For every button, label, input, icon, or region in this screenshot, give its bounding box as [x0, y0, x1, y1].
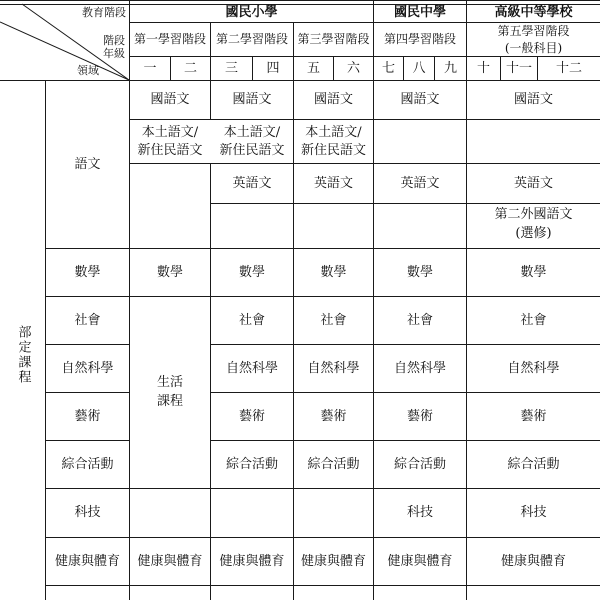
domain-math: 數學 [74, 264, 101, 280]
cell-arts-s4: 藝術 [406, 408, 433, 424]
cell-native-s1-line1: 本土語文/ [141, 125, 199, 140]
school-senior-high: 高級中等學校 [494, 5, 573, 20]
cell-technology-s5: 科技 [520, 505, 547, 520]
cell-native-s3-line1: 本土語文/ [305, 125, 362, 140]
grade-2: 二 [183, 60, 197, 76]
cell-science-s3: 自然科學 [307, 360, 360, 376]
side-label-required-curriculum: 部定課程 [15, 325, 31, 385]
cell-mandarin-s3: 國語文 [313, 92, 353, 107]
cell-arts-s2: 藝術 [238, 408, 265, 424]
grade-3: 三 [224, 60, 238, 76]
cell-science-s4: 自然科學 [393, 360, 446, 376]
cell-english-s2: 英語文 [232, 175, 272, 191]
cell-math-s5: 數學 [520, 264, 547, 280]
cell-health-s2: 健康與體育 [219, 553, 285, 569]
corner-domain-label: 領域 [77, 64, 99, 77]
cell-math-s4: 數學 [406, 264, 433, 280]
cell-native-s3-line2: 新住民語文 [300, 143, 366, 158]
stage-1: 第一學習階段 [133, 32, 206, 46]
cell-mandarin-s5: 國語文 [513, 92, 553, 107]
grade-12: 十二 [555, 60, 582, 76]
cell-life-curriculum-line1: 生活 [156, 375, 183, 390]
cell-science-s5: 自然科學 [507, 360, 560, 376]
domain-language: 語文 [74, 156, 101, 172]
cell-science-s2: 自然科學 [225, 360, 278, 376]
grade-4: 四 [266, 60, 280, 76]
school-junior-high: 國民中學 [393, 5, 446, 20]
cell-integrative-s4: 綜合活動 [393, 456, 446, 472]
cell-social-s2: 社會 [238, 312, 265, 328]
domain-science: 自然科學 [61, 360, 114, 376]
cell-mandarin-s2: 國語文 [232, 92, 272, 107]
grade-10: 十 [476, 60, 490, 76]
stage-5-line1: 第五學習階段 [497, 23, 570, 38]
cell-social-s5: 社會 [520, 312, 547, 328]
cell-arts-s5: 藝術 [520, 408, 547, 424]
grade-6: 六 [346, 60, 360, 76]
cell-integrative-s2: 綜合活動 [225, 456, 278, 472]
cell-health-s3: 健康與體育 [300, 553, 366, 569]
corner-level-label: 階段 [103, 34, 125, 47]
cell-technology-s4: 科技 [406, 505, 433, 520]
cell-arts-s3: 藝術 [320, 408, 347, 424]
stage-2: 第二學習階段 [215, 32, 288, 46]
cell-math-s1: 數學 [156, 264, 183, 280]
domain-technology: 科技 [74, 505, 101, 520]
cell-health-s4: 健康與體育 [387, 553, 453, 569]
cell-social-s4: 社會 [406, 312, 433, 328]
table-line [210, 203, 600, 204]
cell-second-foreign-line2: (選修) [515, 226, 552, 241]
stage-3: 第三學習階段 [297, 32, 370, 46]
grade-1: 一 [143, 60, 157, 76]
cell-math-s2: 數學 [238, 264, 265, 280]
cell-integrative-s5: 綜合活動 [507, 456, 560, 472]
cell-social-s3: 社會 [320, 312, 347, 328]
cell-native-s2-line2: 新住民語文 [219, 143, 285, 158]
cell-integrative-s3: 綜合活動 [307, 456, 360, 472]
grade-11: 十一 [505, 60, 532, 76]
cell-english-s4: 英語文 [400, 175, 440, 191]
cell-native-s1-line2: 新住民語文 [137, 143, 203, 158]
cell-english-s3: 英語文 [313, 175, 353, 191]
domain-integrative: 綜合活動 [61, 456, 114, 472]
cell-second-foreign-line1: 第二外國語文 [494, 207, 573, 222]
corner-stage-label: 教育階段 [82, 6, 126, 19]
grade-7: 七 [381, 60, 395, 76]
grade-5: 五 [306, 60, 320, 76]
cell-mandarin-s1: 國語文 [150, 92, 190, 107]
grade-8: 八 [412, 60, 426, 76]
cell-mandarin-s4: 國語文 [400, 92, 440, 107]
cell-math-s3: 數學 [320, 264, 347, 280]
cell-life-curriculum-line2: 課程 [156, 394, 183, 409]
domain-social: 社會 [74, 312, 101, 328]
school-elementary: 國民小學 [225, 5, 278, 20]
cell-health-s1: 健康與體育 [137, 553, 203, 569]
cell-native-s2-line1: 本土語文/ [223, 125, 281, 140]
grade-9: 九 [443, 60, 457, 76]
domain-health-pe: 健康與體育 [54, 553, 120, 569]
cell-english-s5: 英語文 [513, 175, 553, 191]
table-line [129, 119, 600, 120]
stage-4: 第四學習階段 [383, 32, 456, 46]
cell-health-s5: 健康與體育 [500, 553, 566, 569]
corner-grade-label: 年級 [103, 47, 125, 60]
domain-arts: 藝術 [74, 408, 101, 424]
stage-5-line2: (一般科目) [504, 40, 563, 55]
